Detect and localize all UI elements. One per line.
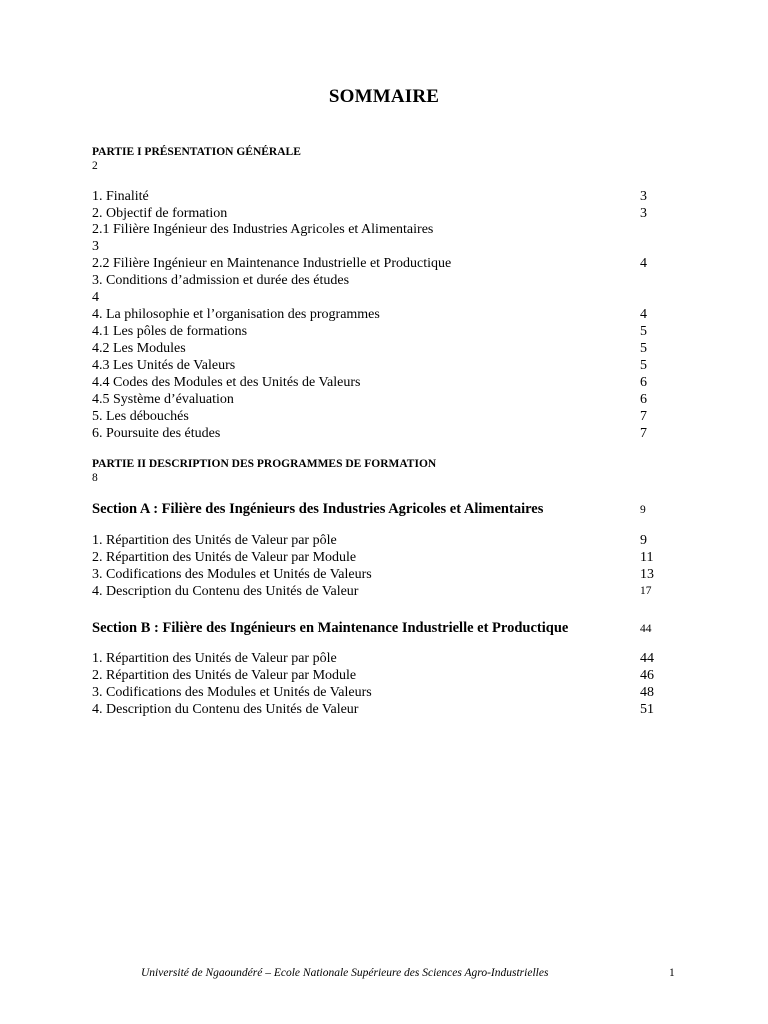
section-b-heading: Section B : Filière des Ingénieurs en Maintenance Industrielle et Productique (92, 620, 569, 636)
toc-entry-label: 3. Codifications des Modules et Unités de Valeurs (92, 567, 372, 582)
toc-entry[interactable] (92, 374, 672, 391)
toc-entry[interactable] (92, 566, 672, 583)
toc-entry-page: 4 (92, 290, 99, 305)
toc-entry-label: 2. Répartition des Unités de Valeur par Module (92, 668, 357, 683)
toc-entry-label: 4.3 Les Unités de Valeurs (92, 358, 236, 373)
toc-entry-label: 2. Objectif de formation (92, 206, 228, 221)
toc-entry[interactable] (92, 650, 672, 667)
toc-entry-page: 9 (640, 533, 647, 548)
toc-entry-label: 4.5 Système d’évaluation (92, 392, 234, 407)
section-b-heading-row[interactable] (92, 619, 692, 637)
toc-entry[interactable] (92, 667, 672, 684)
toc-entry-page: 11 (640, 550, 654, 565)
toc-entry-label: 4. La philosophie et l’organisation des programmes (92, 307, 380, 322)
part-2-page: 8 (92, 472, 98, 484)
toc-entry-label: 3. Conditions d’admission et durée des études (92, 273, 350, 288)
toc-entry-label: 4. Description du Contenu des Unités de Valeur (92, 702, 359, 717)
toc-entry[interactable] (92, 391, 672, 408)
toc-entry-label: 1. Répartition des Unités de Valeur par pôle (92, 533, 337, 548)
toc-entry[interactable] (92, 255, 672, 272)
toc-entry-page: 6 (640, 392, 647, 407)
footer-text: Université de Ngaoundéré – Ecole Nationale Supérieure des Sciences Agro-Industrielles (141, 967, 549, 979)
section-b-page: 44 (640, 623, 652, 635)
toc-entry[interactable] (92, 357, 672, 374)
toc-entry-page: 6 (640, 375, 647, 390)
toc-entry[interactable] (92, 272, 672, 305)
toc-entry-label: 1. Répartition des Unités de Valeur par pôle (92, 651, 337, 666)
toc-entry[interactable] (92, 532, 672, 549)
toc-entry-page: 51 (640, 702, 654, 717)
toc-entry-page: 17 (640, 585, 652, 597)
toc-entry-label: 6. Poursuite des études (92, 426, 221, 441)
toc-entry-page: 4 (640, 307, 647, 322)
toc-entry[interactable] (92, 408, 672, 425)
part-1-heading: PARTIE I PRÉSENTATION GÉNÉRALE (92, 146, 301, 158)
toc-entry-page: 3 (640, 206, 647, 221)
toc-entry[interactable] (92, 323, 672, 340)
part-2-heading: PARTIE II DESCRIPTION DES PROGRAMMES DE FORMATION (92, 458, 437, 470)
document-title: SOMMAIRE (328, 86, 440, 107)
toc-entry-label: 4.2 Les Modules (92, 341, 186, 356)
section-a-heading: Section A : Filière des Ingénieurs des Industries Agricoles et Alimentaires (92, 501, 544, 517)
toc-entry-label: 2.1 Filière Ingénieur des Industries Agricoles et Alimentaires (92, 222, 434, 237)
toc-entry[interactable] (92, 549, 672, 566)
toc-entry-page: 7 (640, 426, 647, 441)
toc-entry-page: 13 (640, 567, 654, 582)
toc-entry-page: 44 (640, 651, 654, 666)
toc-entry[interactable] (92, 583, 672, 600)
section-a-heading-row[interactable] (92, 500, 692, 518)
section-a-page: 9 (640, 504, 646, 516)
toc-entry-page: 3 (92, 239, 99, 254)
toc-entry-page: 7 (640, 409, 647, 424)
toc-entry-page: 3 (640, 189, 647, 204)
toc-entry-page: 48 (640, 685, 654, 700)
toc-entry[interactable] (92, 340, 672, 357)
toc-entry[interactable] (92, 205, 672, 222)
toc-entry-page: 5 (640, 358, 647, 373)
toc-entry-label: 5. Les débouchés (92, 409, 189, 424)
toc-entry[interactable] (92, 684, 672, 701)
toc-entry[interactable] (92, 188, 672, 205)
toc-entry-label: 4. Description du Contenu des Unités de Valeur (92, 584, 359, 599)
part-1-page: 2 (92, 160, 98, 172)
toc-entry-label: 2. Répartition des Unités de Valeur par Module (92, 550, 357, 565)
toc-entry-label: 3. Codifications des Modules et Unités de Valeurs (92, 685, 372, 700)
toc-entry-label: 2.2 Filière Ingénieur en Maintenance Industrielle et Productique (92, 256, 452, 271)
toc-entry[interactable] (92, 221, 672, 254)
toc-entry[interactable] (92, 306, 672, 323)
toc-entry-page: 5 (640, 341, 647, 356)
toc-entry-label: 4.1 Les pôles de formations (92, 324, 248, 339)
toc-entry[interactable] (92, 701, 672, 718)
toc-entry-page: 4 (640, 256, 647, 271)
toc-entry-label: 1. Finalité (92, 189, 149, 204)
toc-entry-label: 4.4 Codes des Modules et des Unités de Valeurs (92, 375, 361, 390)
footer-page-number: 1 (669, 967, 675, 979)
toc-entry-page: 5 (640, 324, 647, 339)
toc-entry-page: 46 (640, 668, 654, 683)
toc-entry[interactable] (92, 425, 672, 442)
